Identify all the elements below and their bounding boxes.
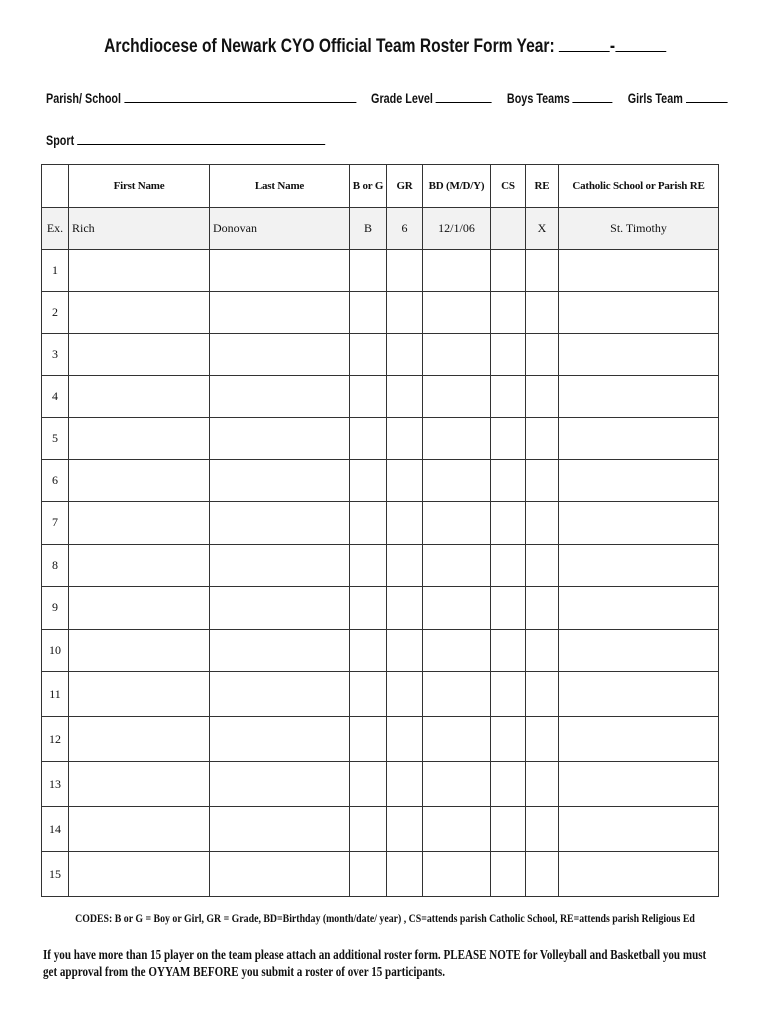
last-name-cell[interactable] [210, 717, 350, 762]
grade-cell[interactable] [387, 587, 423, 630]
birthday-cell[interactable] [423, 717, 491, 762]
row-number: 9 [42, 587, 69, 630]
b-or-g-cell[interactable] [350, 250, 387, 292]
first-name-cell[interactable] [69, 852, 210, 897]
b-or-g-cell[interactable] [350, 672, 387, 717]
col-header-number [42, 165, 69, 208]
grade-cell[interactable] [387, 762, 423, 807]
last-name-cell[interactable] [210, 334, 350, 376]
header-row [42, 165, 719, 208]
row-number: 10 [42, 629, 69, 672]
cs-cell[interactable] [491, 807, 526, 852]
birthday-cell[interactable] [423, 544, 491, 587]
grade-cell[interactable] [387, 502, 423, 545]
table-row [42, 629, 719, 672]
first-name-cell[interactable] [69, 544, 210, 587]
cs-cell[interactable] [491, 717, 526, 762]
parish-school-field[interactable] [124, 88, 356, 103]
row-number: 14 [42, 807, 69, 852]
cs-cell[interactable] [491, 544, 526, 587]
first-name-cell[interactable] [69, 807, 210, 852]
grade-cell[interactable] [387, 717, 423, 762]
col-header-grade: GR [387, 165, 423, 208]
b-or-g-cell[interactable] [350, 717, 387, 762]
grade-cell[interactable] [387, 672, 423, 717]
re-cell[interactable] [526, 852, 559, 897]
row-number: 3 [42, 334, 69, 376]
last-name-cell[interactable] [210, 587, 350, 630]
re-cell[interactable] [526, 672, 559, 717]
birthday-cell[interactable] [423, 460, 491, 502]
grade-cell[interactable] [387, 418, 423, 460]
last-name-cell[interactable] [210, 502, 350, 545]
example-re: X [526, 208, 559, 250]
cs-cell[interactable] [491, 376, 526, 418]
table-row [42, 672, 719, 717]
cs-cell[interactable] [491, 460, 526, 502]
example-label: Ex. [42, 208, 69, 250]
school-parish-cell[interactable] [559, 376, 719, 418]
table-row [42, 587, 719, 630]
first-name-cell[interactable] [69, 460, 210, 502]
school-parish-cell[interactable] [559, 460, 719, 502]
cs-cell[interactable] [491, 587, 526, 630]
grade-level-label: Grade Level [371, 91, 433, 106]
cs-cell[interactable] [491, 762, 526, 807]
cs-cell[interactable] [491, 418, 526, 460]
roster-note: If you have more than 15 player on the team please attach an additional roster form. PLEASE NOTE for Volleyball and Basketball you must get approval from the OYYAM BEFORE you submit a roster of over 15 participants. [43, 947, 707, 979]
last-name-cell[interactable] [210, 762, 350, 807]
form-title [69, 36, 700, 58]
last-name-cell[interactable] [210, 672, 350, 717]
b-or-g-cell[interactable] [350, 460, 387, 502]
last-name-cell[interactable] [210, 807, 350, 852]
first-name-cell[interactable] [69, 376, 210, 418]
row-number: 7 [42, 502, 69, 545]
last-name-cell[interactable] [210, 418, 350, 460]
re-cell[interactable] [526, 502, 559, 545]
table-row [42, 852, 719, 897]
birthday-cell[interactable] [423, 292, 491, 334]
row-number: 13 [42, 762, 69, 807]
table-row [42, 762, 719, 807]
birthday-cell[interactable] [423, 762, 491, 807]
birthday-cell[interactable] [423, 807, 491, 852]
example-first-name: Rich [69, 208, 210, 250]
last-name-cell[interactable] [210, 852, 350, 897]
school-parish-cell[interactable] [559, 762, 719, 807]
cs-cell[interactable] [491, 629, 526, 672]
row-number: 11 [42, 672, 69, 717]
school-parish-cell[interactable] [559, 502, 719, 545]
b-or-g-cell[interactable] [350, 334, 387, 376]
cs-cell[interactable] [491, 250, 526, 292]
col-header-cs: CS [491, 165, 526, 208]
boys-teams-label: Boys Teams [506, 91, 570, 106]
first-name-cell[interactable] [69, 762, 210, 807]
last-name-cell[interactable] [210, 460, 350, 502]
cs-cell[interactable] [491, 502, 526, 545]
year-start-field[interactable] [559, 37, 610, 52]
first-name-cell[interactable] [69, 717, 210, 762]
school-parish-cell[interactable] [559, 717, 719, 762]
col-header-b-or-g: B or G [350, 165, 387, 208]
first-name-cell[interactable] [69, 629, 210, 672]
first-name-cell[interactable] [69, 418, 210, 460]
re-cell[interactable] [526, 418, 559, 460]
b-or-g-cell[interactable] [350, 376, 387, 418]
row-number: 4 [42, 376, 69, 418]
birthday-cell[interactable] [423, 629, 491, 672]
parish-row [46, 88, 727, 106]
birthday-cell[interactable] [423, 502, 491, 545]
re-cell[interactable] [526, 460, 559, 502]
b-or-g-cell[interactable] [350, 502, 387, 545]
row-number: 5 [42, 418, 69, 460]
sport-label: Sport [46, 133, 75, 148]
b-or-g-cell[interactable] [350, 629, 387, 672]
birthday-cell[interactable] [423, 852, 491, 897]
grade-cell[interactable] [387, 852, 423, 897]
grade-cell[interactable] [387, 376, 423, 418]
last-name-cell[interactable] [210, 629, 350, 672]
grade-cell[interactable] [387, 544, 423, 587]
table-row [42, 460, 719, 502]
b-or-g-cell[interactable] [350, 807, 387, 852]
example-b-or-g: B [350, 208, 387, 250]
row-number: 1 [42, 250, 69, 292]
parish-school-label: Parish/ School [46, 91, 122, 106]
grade-cell[interactable] [387, 807, 423, 852]
table-row [42, 544, 719, 587]
cs-cell[interactable] [491, 334, 526, 376]
re-cell[interactable] [526, 376, 559, 418]
row-number: 15 [42, 852, 69, 897]
first-name-cell[interactable] [69, 587, 210, 630]
school-parish-cell[interactable] [559, 418, 719, 460]
last-name-cell[interactable] [210, 250, 350, 292]
b-or-g-cell[interactable] [350, 587, 387, 630]
form-title-text: Archdiocese of Newark CYO Official Team Roster Form Year: [104, 36, 555, 57]
example-school-parish: St. Timothy [559, 208, 719, 250]
grade-cell[interactable] [387, 334, 423, 376]
col-header-re: RE [526, 165, 559, 208]
row-number: 2 [42, 292, 69, 334]
last-name-cell[interactable] [210, 376, 350, 418]
col-header-school-parish: Catholic School or Parish RE [559, 165, 719, 208]
row-number: 12 [42, 717, 69, 762]
school-parish-cell[interactable] [559, 544, 719, 587]
b-or-g-cell[interactable] [350, 852, 387, 897]
sport-field[interactable] [77, 130, 325, 145]
col-header-first-name: First Name [69, 165, 210, 208]
school-parish-cell[interactable] [559, 587, 719, 630]
re-cell[interactable] [526, 587, 559, 630]
re-cell[interactable] [526, 544, 559, 587]
cs-cell[interactable] [491, 672, 526, 717]
birthday-cell[interactable] [423, 672, 491, 717]
school-parish-cell[interactable] [559, 852, 719, 897]
table-row [42, 717, 719, 762]
school-parish-cell[interactable] [559, 334, 719, 376]
year-end-field[interactable] [615, 37, 666, 52]
example-birthday: 12/1/06 [423, 208, 491, 250]
example-row [42, 208, 719, 250]
re-cell[interactable] [526, 717, 559, 762]
school-parish-cell[interactable] [559, 807, 719, 852]
table-row [42, 292, 719, 334]
grade-cell[interactable] [387, 629, 423, 672]
first-name-cell[interactable] [69, 334, 210, 376]
re-cell[interactable] [526, 807, 559, 852]
grade-cell[interactable] [387, 250, 423, 292]
b-or-g-cell[interactable] [350, 762, 387, 807]
table-row [42, 502, 719, 545]
re-cell[interactable] [526, 250, 559, 292]
boys-teams-field[interactable] [573, 88, 613, 103]
re-cell[interactable] [526, 762, 559, 807]
school-parish-cell[interactable] [559, 292, 719, 334]
codes-legend: CODES: B or G = Boy or Girl, GR = Grade, BD=Birthday (month/date/ year) , CS=attends parish Catholic School, RE=attends parish Religious Ed [75, 911, 695, 925]
roster-table [41, 164, 719, 897]
grade-cell[interactable] [387, 292, 423, 334]
first-name-cell[interactable] [69, 250, 210, 292]
birthday-cell[interactable] [423, 334, 491, 376]
row-number: 8 [42, 544, 69, 587]
year-separator: - [609, 36, 616, 57]
grade-cell[interactable] [387, 460, 423, 502]
first-name-cell[interactable] [69, 502, 210, 545]
cs-cell[interactable] [491, 292, 526, 334]
b-or-g-cell[interactable] [350, 544, 387, 587]
re-cell[interactable] [526, 292, 559, 334]
row-number: 6 [42, 460, 69, 502]
table-row [42, 250, 719, 292]
girls-team-label: Girls Team [627, 91, 683, 106]
school-parish-cell[interactable] [559, 629, 719, 672]
school-parish-cell[interactable] [559, 672, 719, 717]
b-or-g-cell[interactable] [350, 418, 387, 460]
first-name-cell[interactable] [69, 292, 210, 334]
table-row [42, 418, 719, 460]
col-header-last-name: Last Name [210, 165, 350, 208]
col-header-birthday: BD (M/D/Y) [423, 165, 491, 208]
sport-row [46, 130, 325, 148]
last-name-cell[interactable] [210, 544, 350, 587]
birthday-cell[interactable] [423, 376, 491, 418]
example-grade: 6 [387, 208, 423, 250]
re-cell[interactable] [526, 629, 559, 672]
b-or-g-cell[interactable] [350, 292, 387, 334]
birthday-cell[interactable] [423, 587, 491, 630]
first-name-cell[interactable] [69, 672, 210, 717]
table-row [42, 334, 719, 376]
example-cs [491, 208, 526, 250]
girls-team-field[interactable] [686, 88, 728, 103]
table-row [42, 376, 719, 418]
school-parish-cell[interactable] [559, 250, 719, 292]
birthday-cell[interactable] [423, 418, 491, 460]
re-cell[interactable] [526, 334, 559, 376]
example-last-name: Donovan [210, 208, 350, 250]
table-row [42, 807, 719, 852]
grade-level-field[interactable] [436, 88, 492, 103]
birthday-cell[interactable] [423, 250, 491, 292]
cs-cell[interactable] [491, 852, 526, 897]
last-name-cell[interactable] [210, 292, 350, 334]
